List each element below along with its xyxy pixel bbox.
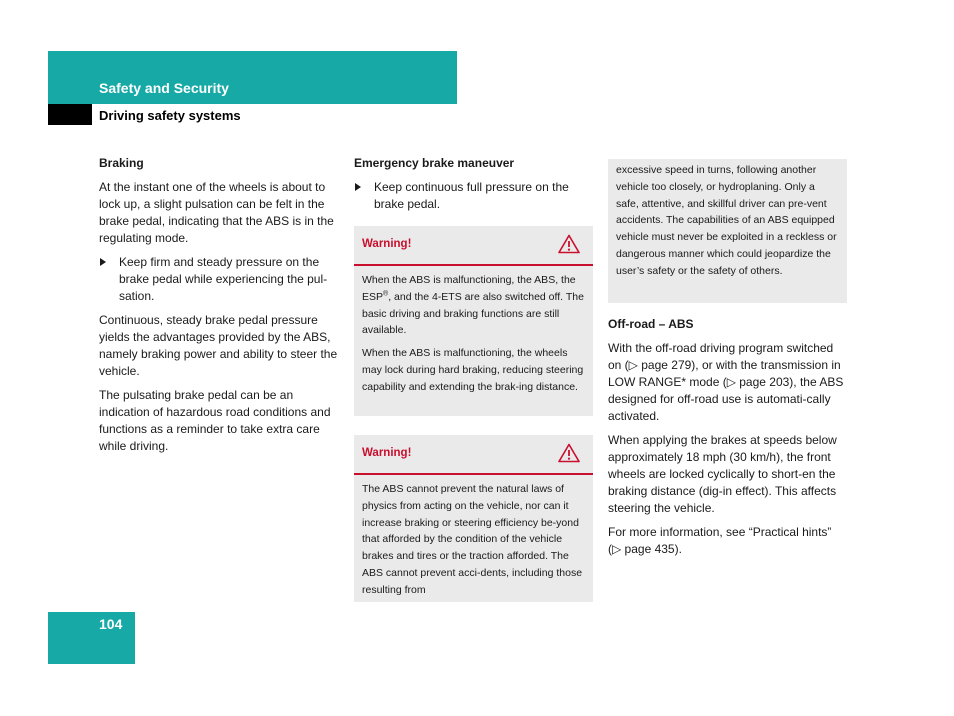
warning-triangle-icon [558,234,580,254]
offroad-paragraph-1: With the off-road driving program switched on (▷ page 279), or with the transmission in LOW RANGE* mode (▷ page 203), the ABS designed for off-road use is automati-cally activated. [608,341,844,423]
warning-triangle-icon [558,443,580,463]
column-2 [354,155,593,220]
emergency-bullet [354,179,593,213]
braking-paragraph-2: Continuous, steady brake pedal pressure yields the advantages provided by the ABS, namely braking power and ability to steer the vehicle. [99,313,338,378]
braking-paragraph-3: The pulsating brake pedal can be an indication of hazardous road conditions and functions as a reminder to take extra care while driving. [99,388,331,453]
bullet-triangle-icon [355,183,361,191]
warning-box-1 [354,226,593,416]
section-marker [48,104,92,125]
warning-continuation-text: excessive speed in turns, following another vehicle too closely, or hydroplaning. Only a safe, attentive, and skillful driver can pre-vent accidents. The capabilities of an ABS equipped vehicle must never be exploited in a reckless or dangerous manner which could jeopardize the user’s safety or the safety of others. [616,164,837,277]
emergency-heading: Emergency brake maneuver [354,156,515,170]
bullet-triangle-icon [100,258,106,266]
warning-body-1 [354,266,593,408]
warning-1-paragraph-1 [362,272,584,339]
header-band [48,51,457,104]
offroad-heading: Off-road – ABS [608,317,694,331]
braking-bullet [99,254,339,305]
warning-box-2 [354,435,593,602]
warning-1-paragraph-2: When the ABS is malfunctioning, the wheels may lock during hard braking, reducing steering capability and extending the brak-ing distance. [362,347,584,393]
warning-header-1 [354,226,593,266]
warning-2-paragraph-1: The ABS cannot prevent the natural laws of physics from acting on the vehicle, nor can it increase braking or steering efficiency be-yond that afforded by the condition of the vehicle brakes and tires or the traction afforded. The ABS cannot prevent acci-dents, including those resulting from [362,483,583,596]
section-title: Safety and Security [99,80,229,96]
column-3 [608,316,847,565]
warning-header-2 [354,435,593,475]
warning-label-2: Warning! [362,447,412,459]
emergency-bullet-text: Keep continuous full pressure on the brake pedal. [374,180,569,211]
warning-1-text-b: , and the 4-ETS are also switched off. The basic driving and braking functions are still available. [362,290,584,337]
warning-1-text-a: When the ABS is malfunctioning, the ABS, the ESP [362,274,576,303]
subsection-title: Driving safety systems [99,108,241,123]
warning-continuation-box [608,159,847,303]
braking-bullet-text: Keep firm and steady pressure on the brake pedal while experiencing the pul-sation. [119,255,328,303]
offroad-paragraph-3: For more information, see “Practical hints” (▷ page 435). [608,525,832,556]
warning-label-1: Warning! [362,238,412,250]
column-1 [99,155,339,462]
page-number: 104 [99,616,123,632]
warning-body-2 [354,475,593,611]
braking-heading: Braking [99,156,144,170]
braking-paragraph-1: At the instant one of the wheels is about to lock up, a slight pulsation can be felt in the brake pedal, indicating that the ABS is in the regulating mode. [99,180,334,245]
registered-mark: ® [383,290,389,298]
offroad-paragraph-2: When applying the brakes at speeds below approximately 18 mph (30 km/h), the front wheels are locked cyclically to short-en the braking distance (dig-in effect). This affects steering the vehicle. [608,433,837,515]
